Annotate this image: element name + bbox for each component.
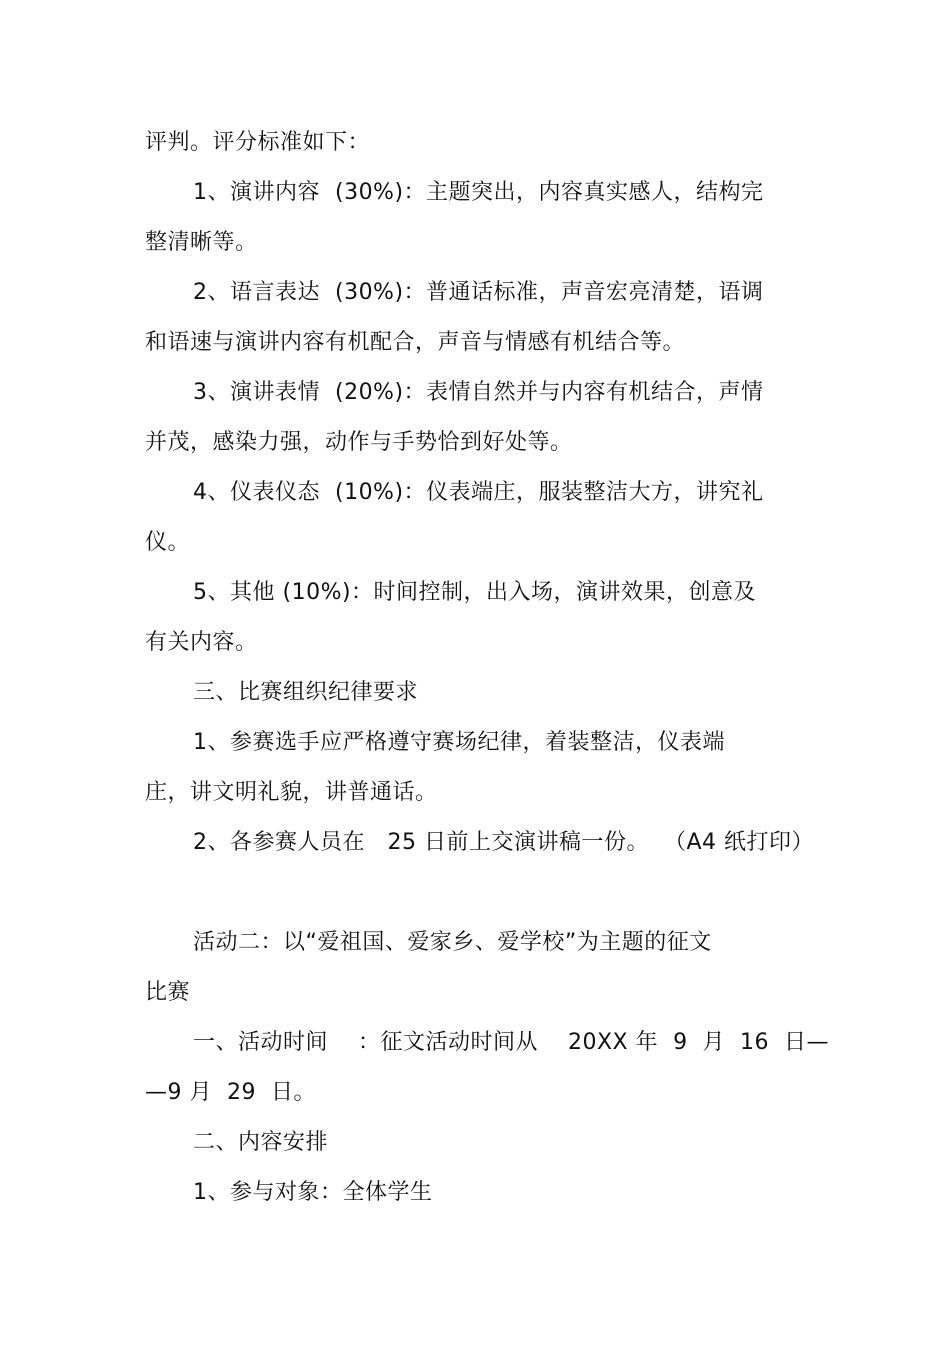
activity-title: 比赛	[145, 980, 191, 1005]
text-line: 评判。评分标准如下：	[145, 130, 371, 155]
text-line: 2、各参赛人员在 25 日前上交演讲稿一份。 （A4 纸打印）	[193, 830, 814, 855]
text-line: 5、其他 (10%)：时间控制，出入场，演讲效果，创意及	[193, 580, 757, 605]
text-line: —9 月 29 日。	[145, 1080, 316, 1105]
text-line: 整清晰等。	[145, 230, 258, 255]
text-line: 4、仪表仪态 (10%)：仪表端庄，服装整洁大方，讲究礼	[193, 480, 764, 505]
text-line: 2、语言表达 (30%)：普通话标准，声音宏亮清楚，语调	[193, 280, 764, 305]
text-line: 庄，讲文明礼貌，讲普通话。	[145, 780, 438, 805]
text-line: 一、活动时间 ：征文活动时间从 20XX 年 9 月 16 日—	[193, 1030, 830, 1055]
text-line: 和语速与演讲内容有机配合，声音与情感有机结合等。	[145, 330, 686, 355]
text-line: 有关内容。	[145, 630, 258, 655]
text-line: 1、演讲内容 (30%)：主题突出，内容真实感人，结构完	[193, 180, 764, 205]
section-heading: 二、内容安排	[193, 1130, 329, 1155]
text-line: 1、参与对象：全体学生	[193, 1180, 433, 1205]
text-line: 并茂，感染力强，动作与手势恰到好处等。	[145, 430, 573, 455]
text-line: 1、参赛选手应严格遵守赛场纪律，着装整洁，仪表端	[193, 730, 725, 755]
text-line: 3、演讲表情 (20%)：表情自然并与内容有机结合，声情	[193, 380, 764, 405]
activity-title: 活动二：以“爱祖国、爱家乡、爱学校”为主题的征文	[193, 930, 712, 955]
text-line: 仪。	[145, 530, 191, 555]
section-heading: 三、比赛组织纪律要求	[193, 680, 419, 705]
